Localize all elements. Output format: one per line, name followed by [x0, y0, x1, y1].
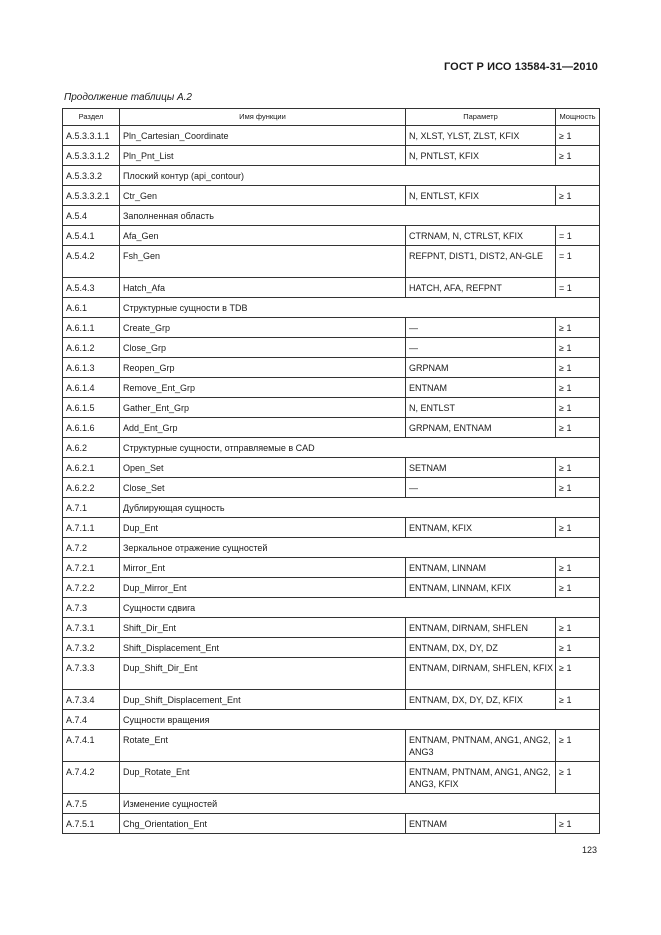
table-row: [63, 186, 600, 206]
table-header-row: [63, 109, 600, 126]
table-row: [63, 278, 600, 298]
section-cell: А.5.4: [63, 206, 120, 226]
section-cell: А.5.3.3.1.2: [63, 146, 120, 166]
document-header: ГОСТ Р ИСО 13584-31—2010: [443, 61, 598, 73]
section-cell: А.5.4.3: [63, 278, 120, 298]
column-header-function: Имя функции: [120, 109, 406, 126]
power-cell: ≥ 1: [556, 318, 600, 338]
section-title-cell: Плоский контур (api_contour): [120, 166, 600, 186]
power-cell: ≥ 1: [556, 478, 600, 498]
function-name-cell: Pln_Pnt_List: [120, 146, 406, 166]
table-row: [63, 478, 600, 498]
section-cell: А.6.1.4: [63, 378, 120, 398]
parameter-cell: SETNAM: [406, 458, 556, 478]
section-cell: А.5.4.2: [63, 246, 120, 278]
power-cell: ≥ 1: [556, 558, 600, 578]
column-header-parameter: Параметр: [406, 109, 556, 126]
parameter-cell: N, ENTLST: [406, 398, 556, 418]
parameter-cell: N, ENTLST, KFIX: [406, 186, 556, 206]
section-cell: А.6.2.2: [63, 478, 120, 498]
function-name-cell: Dup_Mirror_Ent: [120, 578, 406, 598]
page-number: 123: [581, 845, 597, 855]
parameter-cell: ENTNAM, KFIX: [406, 518, 556, 538]
section-cell: А.5.3.3.1.1: [63, 126, 120, 146]
power-cell: ≥ 1: [556, 814, 600, 834]
function-name-cell: Rotate_Ent: [120, 730, 406, 762]
section-cell: А.5.3.3.2: [63, 166, 120, 186]
section-cell: А.6.1.6: [63, 418, 120, 438]
section-cell: А.7.1.1: [63, 518, 120, 538]
section-heading-row: [63, 166, 600, 186]
power-cell: ≥ 1: [556, 618, 600, 638]
function-name-cell: Gather_Ent_Grp: [120, 398, 406, 418]
table-row: [63, 518, 600, 538]
table-row: [63, 338, 600, 358]
power-cell: = 1: [556, 246, 600, 278]
table-row: [63, 618, 600, 638]
column-header-section: Раздел: [63, 109, 120, 126]
parameter-cell: ENTNAM, LINNAM: [406, 558, 556, 578]
section-cell: А.7.3.1: [63, 618, 120, 638]
function-name-cell: Shift_Dir_Ent: [120, 618, 406, 638]
section-title-cell: Структурные сущности, отправляемые в CAD: [120, 438, 600, 458]
function-name-cell: Dup_Shift_Dir_Ent: [120, 658, 406, 690]
section-heading-row: [63, 794, 600, 814]
power-cell: ≥ 1: [556, 126, 600, 146]
section-cell: А.7.3.3: [63, 658, 120, 690]
power-cell: ≥ 1: [556, 378, 600, 398]
table-row: [63, 578, 600, 598]
parameter-cell: GRPNAM, ENTNAM: [406, 418, 556, 438]
section-heading-row: [63, 538, 600, 558]
table-row: [63, 358, 600, 378]
function-name-cell: Dup_Ent: [120, 518, 406, 538]
parameter-cell: —: [406, 338, 556, 358]
table-row: [63, 762, 600, 794]
table-row: [63, 814, 600, 834]
table-row: [63, 226, 600, 246]
power-cell: ≥ 1: [556, 146, 600, 166]
parameter-cell: —: [406, 478, 556, 498]
section-cell: А.7.2.2: [63, 578, 120, 598]
table-row: [63, 638, 600, 658]
parameter-cell: N, PNTLST, KFIX: [406, 146, 556, 166]
functions-table: [62, 108, 600, 834]
section-cell: А.7.4.1: [63, 730, 120, 762]
parameter-cell: ENTNAM, DIRNAM, SHFLEN, KFIX: [406, 658, 556, 690]
function-name-cell: Chg_Orientation_Ent: [120, 814, 406, 834]
section-cell: А.6.1: [63, 298, 120, 318]
table-row: [63, 658, 600, 690]
power-cell: ≥ 1: [556, 418, 600, 438]
power-cell: ≥ 1: [556, 338, 600, 358]
parameter-cell: ENTNAM, PNTNAM, ANG1, ANG2, ANG3: [406, 730, 556, 762]
table-row: [63, 398, 600, 418]
section-cell: А.6.1.1: [63, 318, 120, 338]
parameter-cell: HATCH, AFA, REFPNT: [406, 278, 556, 298]
table-row: [63, 690, 600, 710]
parameter-cell: ENTNAM, PNTNAM, ANG1, ANG2, ANG3, KFIX: [406, 762, 556, 794]
section-cell: А.6.1.5: [63, 398, 120, 418]
function-name-cell: Reopen_Grp: [120, 358, 406, 378]
power-cell: ≥ 1: [556, 358, 600, 378]
section-cell: А.7.3: [63, 598, 120, 618]
parameter-cell: ENTNAM: [406, 378, 556, 398]
function-name-cell: Afa_Gen: [120, 226, 406, 246]
parameter-cell: REFPNT, DIST1, DIST2, AN-GLE: [406, 246, 556, 278]
section-title-cell: Структурные сущности в TDB: [120, 298, 600, 318]
power-cell: ≥ 1: [556, 762, 600, 794]
power-cell: ≥ 1: [556, 638, 600, 658]
function-name-cell: Remove_Ent_Grp: [120, 378, 406, 398]
function-name-cell: Open_Set: [120, 458, 406, 478]
section-heading-row: [63, 298, 600, 318]
function-name-cell: Hatch_Afa: [120, 278, 406, 298]
section-cell: А.6.1.3: [63, 358, 120, 378]
power-cell: = 1: [556, 226, 600, 246]
parameter-cell: ENTNAM, DIRNAM, SHFLEN: [406, 618, 556, 638]
table-row: [63, 558, 600, 578]
function-name-cell: Shift_Displacement_Ent: [120, 638, 406, 658]
table-caption: Продолжение таблицы А.2: [64, 92, 192, 103]
section-cell: А.7.3.4: [63, 690, 120, 710]
section-cell: А.6.2: [63, 438, 120, 458]
parameter-cell: N, XLST, YLST, ZLST, KFIX: [406, 126, 556, 146]
section-cell: А.6.1.2: [63, 338, 120, 358]
function-name-cell: Dup_Shift_Displacement_Ent: [120, 690, 406, 710]
section-cell: А.7.1: [63, 498, 120, 518]
section-cell: А.5.4.1: [63, 226, 120, 246]
parameter-cell: ENTNAM, LINNAM, KFIX: [406, 578, 556, 598]
section-cell: А.7.2.1: [63, 558, 120, 578]
parameter-cell: ENTNAM, DX, DY, DZ: [406, 638, 556, 658]
section-heading-row: [63, 438, 600, 458]
section-title-cell: Дублирующая сущность: [120, 498, 600, 518]
section-title-cell: Сущности вращения: [120, 710, 600, 730]
parameter-cell: —: [406, 318, 556, 338]
table-body: [63, 126, 600, 834]
power-cell: ≥ 1: [556, 458, 600, 478]
section-cell: А.6.2.1: [63, 458, 120, 478]
section-cell: А.7.5.1: [63, 814, 120, 834]
function-name-cell: Ctr_Gen: [120, 186, 406, 206]
table-row: [63, 418, 600, 438]
section-cell: А.7.4.2: [63, 762, 120, 794]
function-name-cell: Fsh_Gen: [120, 246, 406, 278]
table-row: [63, 458, 600, 478]
power-cell: ≥ 1: [556, 518, 600, 538]
power-cell: ≥ 1: [556, 578, 600, 598]
power-cell: ≥ 1: [556, 186, 600, 206]
table-row: [63, 146, 600, 166]
section-cell: А.5.3.3.2.1: [63, 186, 120, 206]
section-cell: А.7.4: [63, 710, 120, 730]
power-cell: = 1: [556, 278, 600, 298]
power-cell: ≥ 1: [556, 658, 600, 690]
parameter-cell: CTRNAM, N, CTRLST, KFIX: [406, 226, 556, 246]
section-cell: А.7.5: [63, 794, 120, 814]
section-cell: А.7.3.2: [63, 638, 120, 658]
section-heading-row: [63, 598, 600, 618]
section-title-cell: Заполненная область: [120, 206, 600, 226]
table-row: [63, 246, 600, 278]
section-title-cell: Зеркальное отражение сущностей: [120, 538, 600, 558]
function-name-cell: Close_Set: [120, 478, 406, 498]
table-row: [63, 126, 600, 146]
function-name-cell: Mirror_Ent: [120, 558, 406, 578]
function-name-cell: Close_Grp: [120, 338, 406, 358]
section-heading-row: [63, 206, 600, 226]
column-header-power: Мощность: [556, 109, 600, 126]
function-name-cell: Add_Ent_Grp: [120, 418, 406, 438]
parameter-cell: ENTNAM: [406, 814, 556, 834]
function-name-cell: Pln_Cartesian_Coordinate: [120, 126, 406, 146]
table-row: [63, 378, 600, 398]
section-cell: А.7.2: [63, 538, 120, 558]
table-row: [63, 318, 600, 338]
power-cell: ≥ 1: [556, 730, 600, 762]
section-title-cell: Сущности сдвига: [120, 598, 600, 618]
parameter-cell: GRPNAM: [406, 358, 556, 378]
function-name-cell: Create_Grp: [120, 318, 406, 338]
table-row: [63, 730, 600, 762]
section-heading-row: [63, 498, 600, 518]
power-cell: ≥ 1: [556, 690, 600, 710]
function-name-cell: Dup_Rotate_Ent: [120, 762, 406, 794]
section-heading-row: [63, 710, 600, 730]
power-cell: ≥ 1: [556, 398, 600, 418]
section-title-cell: Изменение сущностей: [120, 794, 600, 814]
parameter-cell: ENTNAM, DX, DY, DZ, KFIX: [406, 690, 556, 710]
